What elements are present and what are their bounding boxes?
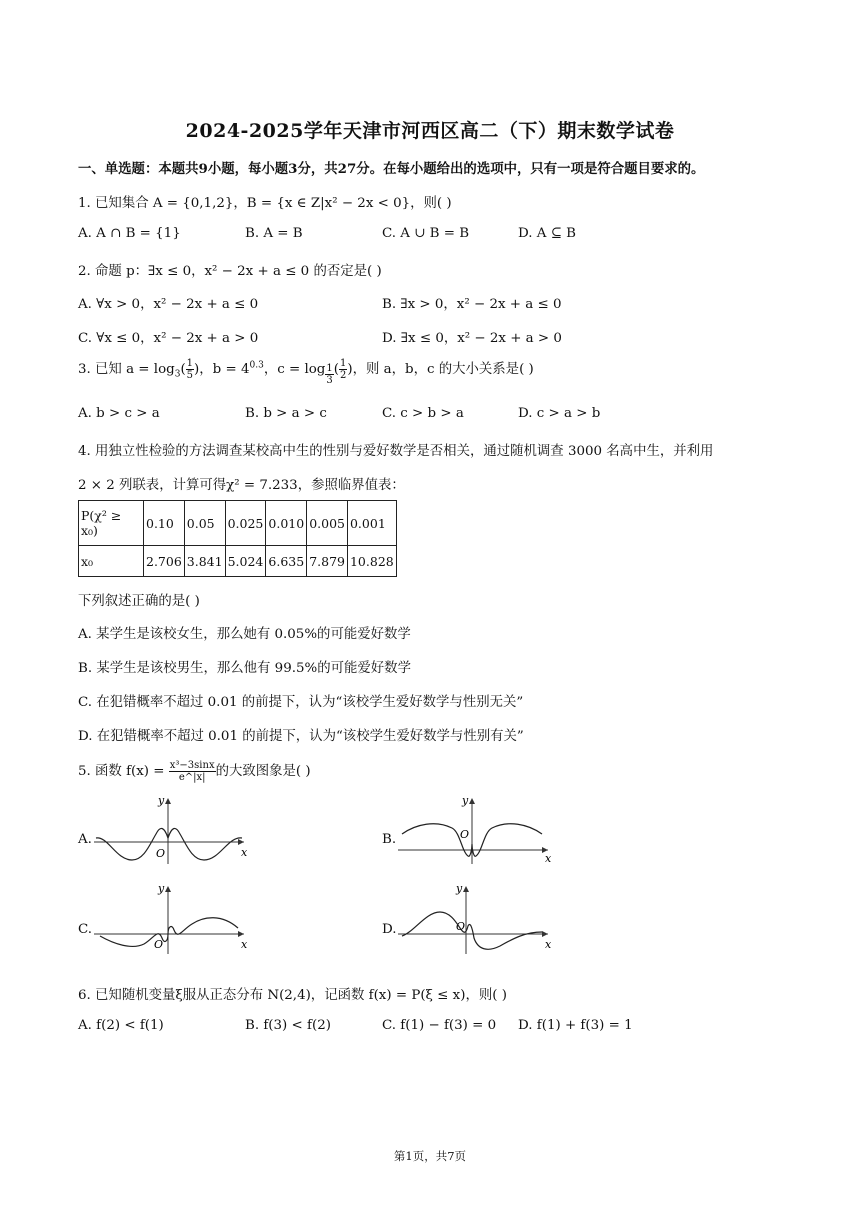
- question-4-option-b: B. 某学生是该校男生，那么他有 99.5%的可能爱好数学: [78, 661, 411, 676]
- table-cell: 6.635: [266, 546, 307, 577]
- question-4-option-c: C. 在犯错概率不超过 0.01 的前提下，认为“该校学生爱好数学与性别无关”: [78, 695, 524, 710]
- table-row: [79, 546, 397, 577]
- function-fraction: [169, 760, 216, 783]
- origin-label: O: [154, 938, 164, 951]
- question-1-stem: 1. 已知集合 A = {0,1,2}，B = {x ∈ Z|x² − 2x < 0}，则( ): [78, 196, 452, 211]
- frac-den: 2: [339, 370, 347, 381]
- graph-c-label: C.: [78, 922, 93, 937]
- table-cell: 10.828: [347, 546, 396, 577]
- question-6-option-a: A. f(2) < f(1): [78, 1018, 164, 1033]
- table-cell: 0.10: [144, 501, 185, 546]
- table-cell: 7.879: [307, 546, 348, 577]
- question-3-option-c: C. c > b > a: [382, 406, 464, 421]
- question-2-option-c: C. ∀x ≤ 0，x² − 2x + a > 0: [78, 331, 259, 346]
- q3-exponent: 0.3: [249, 360, 264, 371]
- table-cell: 0.001: [347, 501, 396, 546]
- graph-d: [396, 882, 556, 956]
- question-6-option-c: C. f(1) − f(3) = 0: [382, 1018, 497, 1033]
- table-cell: 0.05: [184, 501, 225, 546]
- q3-text-b: ，b = 4: [199, 362, 250, 377]
- frac-den: e^|x|: [178, 772, 206, 783]
- table-cell: 0.005: [307, 501, 348, 546]
- graph-d-label: D.: [382, 922, 397, 937]
- question-6-option-d: D. f(1) + f(3) = 1: [518, 1018, 633, 1033]
- q3-log-base: 3: [174, 369, 181, 380]
- table-cell: 0.025: [225, 501, 266, 546]
- question-2-stem: 2. 命题 p：∃x ≤ 0，x² − 2x + a ≤ 0 的否定是( ): [78, 264, 382, 279]
- page-footer: 第1页，共7页: [393, 1149, 467, 1163]
- table-cell: 5.024: [225, 546, 266, 577]
- y-axis-label: y: [456, 882, 463, 895]
- frac-den: 3: [326, 374, 333, 386]
- critical-value-table: [78, 500, 397, 577]
- question-3-option-b: B. b > a > c: [245, 406, 327, 421]
- section-heading: 一、单选题：本题共9小题，每小题3分，共27分。在每小题给出的选项中，只有一项是符合题目要求的。: [78, 161, 705, 177]
- y-axis-arrow: [165, 886, 171, 892]
- question-2-option-d: D. ∃x ≤ 0，x² − 2x + a > 0: [382, 331, 562, 346]
- fraction-one-half: [339, 358, 347, 381]
- curve-d: [402, 912, 542, 949]
- x-axis-arrow: [238, 931, 244, 937]
- question-3-option-a: A. b > c > a: [78, 406, 160, 421]
- x-axis-label: x: [545, 852, 552, 865]
- y-axis-label: y: [462, 794, 469, 807]
- question-4-option-a: A. 某学生是该校女生，那么她有 0.05%的可能爱好数学: [78, 627, 411, 642]
- frac-num: x³−3sinx: [169, 760, 215, 771]
- y-axis-label: y: [158, 794, 165, 807]
- question-4-stem-line1: 4. 用独立性检验的方法调查某校高中生的性别与爱好数学是否相关，通过随机调查 3000 名高中生，并利用: [78, 444, 714, 459]
- table-row: [79, 501, 397, 546]
- y-axis-arrow: [463, 886, 469, 892]
- x-axis-label: x: [241, 846, 248, 859]
- origin-label: O: [456, 920, 466, 933]
- table-header-cell: P(χ² ≥ x₀): [79, 501, 144, 546]
- question-5-stem: [78, 760, 311, 783]
- question-2-option-a: A. ∀x > 0，x² − 2x + a ≤ 0: [78, 297, 259, 312]
- y-axis-arrow: [469, 798, 475, 804]
- q3-text-c: ，c = log: [263, 362, 326, 377]
- y-axis-label: y: [158, 882, 165, 895]
- curve-a: [96, 828, 242, 860]
- y-axis-arrow: [165, 798, 171, 804]
- frac-num: 1: [326, 362, 333, 374]
- origin-label: O: [460, 828, 470, 841]
- exam-title: 2024-2025学年天津市河西区高二（下）期末数学试卷: [185, 120, 675, 142]
- question-1-option-d: D. A ⊆ B: [518, 226, 577, 241]
- question-1-option-b: B. A = B: [245, 226, 303, 241]
- graph-c: [92, 882, 252, 956]
- q3-text-a: 3. 已知 a = log: [78, 362, 175, 377]
- x-axis-arrow: [542, 931, 548, 937]
- frac-num: 1: [186, 358, 194, 369]
- question-1-option-a: A. A ∩ B = {1}: [78, 226, 181, 241]
- table-cell: 3.841: [184, 546, 225, 577]
- frac-num: 1: [339, 358, 347, 369]
- graph-a-label: A.: [78, 832, 92, 847]
- x-axis-label: x: [545, 938, 552, 951]
- curve-c: [100, 918, 238, 947]
- question-2-option-b: B. ∃x > 0，x² − 2x + a ≤ 0: [382, 297, 562, 312]
- graph-b-label: B.: [382, 832, 397, 847]
- x-axis-arrow: [238, 839, 244, 845]
- fraction-one-third: [325, 363, 333, 386]
- frac-den: 5: [186, 370, 194, 381]
- question-1-option-c: C. A ∪ B = B: [382, 226, 470, 241]
- question-4-prompt: 下列叙述正确的是( ): [78, 594, 200, 609]
- table-cell: 2.706: [144, 546, 185, 577]
- graph-a: [92, 794, 252, 866]
- fraction-one-fifth: [186, 358, 194, 381]
- table-cell: 0.010: [266, 501, 307, 546]
- question-6-option-b: B. f(3) < f(2): [245, 1018, 331, 1033]
- question-3-stem: 3. 已知 $a = \log_3$( $\frac{1}{5}$ )，$b = 4^{0.3}$，c = log $_{\frac{1}{3}}$ ( $\frac{1}{2}$ )，则 a，b，c 的大小关系是( ): [78, 358, 534, 386]
- q3-text-d: ，则 a，b，c 的大小关系是( ): [352, 362, 534, 377]
- origin-label: O: [156, 847, 166, 860]
- question-3-option-d: D. c > a > b: [518, 406, 601, 421]
- question-4-stem-line2: 2 × 2 列联表，计算可得χ² = 7.233，参照临界值表：: [78, 478, 405, 493]
- q5-text-b: 的大致图象是( ): [215, 764, 311, 779]
- question-6-stem: 6. 已知随机变量ξ服从正态分布 N(2,4)，记函数 f(x) = P(ξ ≤ x)，则( ): [78, 988, 507, 1003]
- question-4-option-d: D. 在犯错概率不超过 0.01 的前提下，认为“该校学生爱好数学与性别有关”: [78, 729, 524, 744]
- table-header-cell: x₀: [79, 546, 144, 577]
- graph-b: [396, 794, 556, 866]
- q5-text-a: 5. 函数 f(x) =: [78, 764, 165, 779]
- x-axis-label: x: [241, 938, 248, 951]
